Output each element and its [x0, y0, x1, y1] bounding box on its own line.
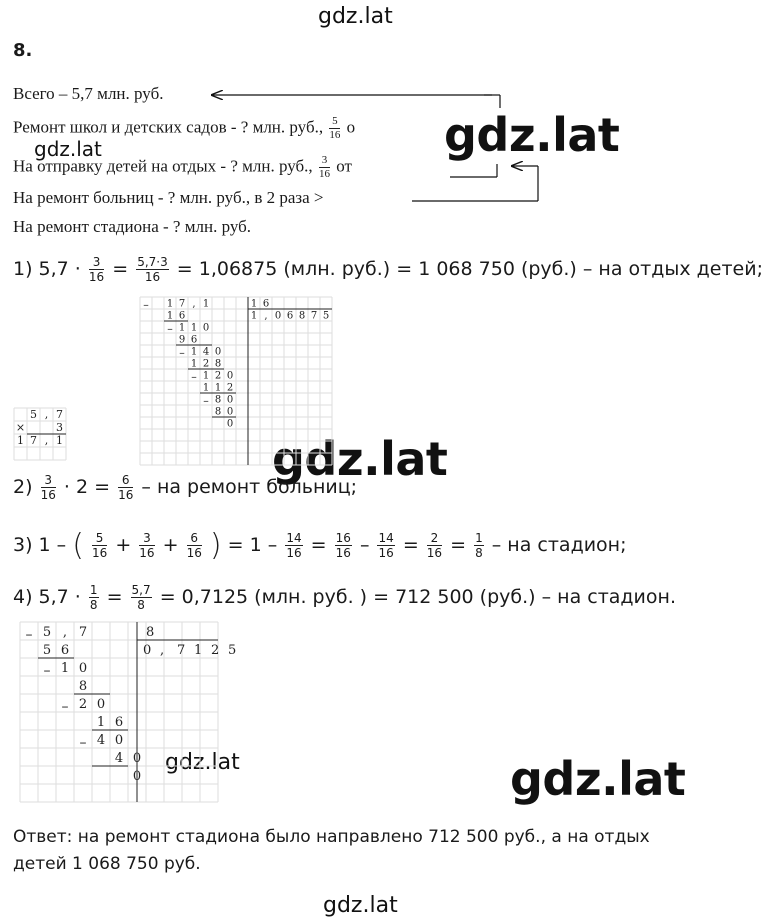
digit: 1 [178, 322, 186, 334]
digit: 0 [274, 310, 282, 322]
fraction-numerator: 3 [139, 532, 154, 546]
digit: 0 [114, 733, 124, 749]
watermark-upper-left: gdz.lat [34, 137, 102, 161]
step3-fraction-e [335, 532, 352, 559]
step3-plus-2: + [162, 534, 179, 556]
digit: 0 [226, 394, 234, 406]
fraction-numerator: 3 [319, 155, 330, 168]
solution-step-1 [13, 256, 763, 283]
watermark-upper-big: gdz.lat [444, 108, 620, 162]
fraction-denominator: 16 [318, 168, 330, 180]
step3-result: – на стадион; [491, 534, 627, 556]
condition-schools-text: Ремонт школ и детских садов - ? млн. руб., [13, 117, 324, 137]
arrow-to-total [212, 95, 500, 108]
division-grid-2 [20, 622, 237, 802]
digit: 1 [96, 715, 106, 731]
digit: 9 [178, 334, 186, 346]
step3-minus: – [359, 534, 370, 556]
digit: 2 [214, 370, 222, 382]
condition-arrows [0, 0, 720, 260]
digit: 0 [226, 406, 234, 418]
watermark-lower-big: gdz.lat [510, 752, 686, 806]
digit: 1 [190, 346, 198, 358]
solution-step-3 [13, 528, 627, 563]
digit: 8 [298, 310, 306, 322]
step3-fraction-c [187, 532, 202, 559]
digit: 1 [190, 358, 198, 370]
digit: 0 [226, 370, 234, 382]
step1-result: = 1,06875 (млн. руб.) = 1 068 750 (руб.) – на отдых детей; [176, 258, 763, 280]
digit: 7 [30, 434, 37, 448]
digit: 3 [56, 421, 63, 435]
digit: 5 [30, 408, 37, 422]
condition-rest-text: На отправку детей на отдых - ? млн. руб., [13, 156, 313, 176]
digit: , [44, 408, 49, 422]
digit: 7 [78, 625, 88, 641]
quotient-digit: 1 [194, 643, 203, 659]
digit: 5 [42, 625, 52, 641]
digit: 0 [202, 322, 210, 334]
step2-times: · 2 = [63, 476, 111, 498]
arrow-to-rest [450, 164, 497, 177]
digit: 4 [114, 751, 124, 767]
answer-line-1: Ответ: на ремонт стадиона было направлено 712 500 руб., а на отдых [13, 827, 650, 847]
step4-equals: = [106, 586, 123, 608]
times-sign: × [15, 421, 26, 435]
step4-fraction-a [89, 584, 99, 611]
digit: 8 [214, 358, 222, 370]
answer-line-2: детей 1 068 750 руб. [13, 854, 201, 874]
fraction-numerator: 6 [118, 474, 133, 488]
step4-result: = 0,7125 (млн. руб. ) = 712 500 (руб.) – на стадион. [159, 586, 676, 608]
minus-sign: – [179, 346, 185, 360]
condition-rest-suffix: от [336, 156, 352, 176]
digit: 4 [202, 346, 210, 358]
fraction-denominator: 8 [137, 598, 145, 612]
digit: 2 [202, 358, 210, 370]
condition-total: Всего – 5,7 млн. руб. [13, 84, 164, 103]
fraction-numerator: 2 [427, 532, 442, 546]
step3-fraction-h [474, 532, 484, 559]
division-grid-1 [140, 297, 340, 465]
step2-fraction-a [41, 474, 56, 501]
step3-right-paren: ) [209, 528, 222, 563]
digit: 0 [226, 418, 234, 430]
digit: 7 [310, 310, 318, 322]
fraction-denominator: 16 [91, 546, 108, 560]
quotient-digit: 5 [228, 643, 237, 659]
digit: 6 [190, 334, 198, 346]
fraction-numerator: 1 [475, 531, 483, 545]
fraction-numerator: 3 [89, 256, 104, 270]
digit: 0 [132, 751, 142, 767]
fraction-denominator: 8 [89, 598, 98, 612]
fraction-numerator: 5,7 [131, 583, 151, 597]
digit: 6 [262, 298, 270, 310]
watermark-top: gdz.lat [318, 4, 393, 29]
digit: 6 [60, 643, 70, 659]
minus-sign: – [61, 699, 69, 716]
step3-left-paren: ( [72, 528, 84, 563]
fraction-denominator: 16 [329, 129, 341, 141]
step3-label: 3) 1 – [13, 534, 67, 556]
digit: 0 [132, 769, 142, 785]
digit: 6 [286, 310, 294, 322]
fraction-denominator: 8 [475, 546, 483, 560]
digit: , [62, 625, 68, 641]
step3-equals-4: = [450, 534, 467, 556]
step2-label: 2) [13, 476, 33, 498]
step1-label: 1) 5,7 · [13, 258, 81, 280]
fraction-denominator: 16 [88, 270, 105, 284]
fraction-denominator: 16 [186, 546, 202, 560]
digit: 1 [202, 382, 210, 394]
step3-equals-2: = [310, 534, 327, 556]
quotient-digit: , [160, 643, 165, 659]
digit: 1 [214, 382, 222, 394]
step2-fraction-b [118, 474, 133, 501]
step1-fraction-a [89, 256, 104, 283]
fraction-denominator: 16 [144, 270, 161, 284]
digit: 6 [114, 715, 124, 731]
fraction-denominator: 16 [118, 488, 134, 502]
fraction-numerator: 14 [286, 531, 302, 545]
digit: , [264, 310, 268, 322]
step4-label: 4) 5,7 · [13, 586, 81, 608]
digit: 1 [60, 661, 70, 677]
digit: 0 [78, 661, 88, 677]
step3-fraction-b [139, 532, 154, 559]
digit: 7 [56, 408, 63, 422]
fraction-numerator: 5 [92, 532, 107, 546]
step3-fraction-d [285, 532, 302, 559]
digit: 1 [250, 298, 258, 310]
condition-stadium: На ремонт стадиона - ? млн. руб. [13, 217, 252, 236]
divisor-digit: 8 [146, 625, 155, 641]
fraction-numerator: 16 [335, 531, 351, 545]
step3-plus-1: + [115, 534, 132, 556]
fraction-numerator: 3 [41, 474, 56, 488]
digit: 8 [214, 406, 222, 418]
fraction-denominator: 16 [40, 488, 56, 502]
step1-equals: = [112, 258, 129, 280]
digit: 1 [190, 322, 198, 334]
digit: 7 [178, 298, 186, 310]
task-number: 8. [13, 40, 33, 61]
minus-sign: – [25, 627, 33, 644]
digit: 0 [214, 346, 222, 358]
condition-hospitals: На ремонт больниц - ? млн. руб., в 2 раза > [13, 188, 324, 207]
digit: 4 [96, 733, 106, 749]
fraction-numerator: 6 [187, 532, 202, 546]
solution-step-2 [13, 474, 357, 501]
digit: 6 [178, 310, 186, 322]
step3-equals-1: = 1 – [227, 534, 278, 556]
minus-sign: – [79, 735, 87, 752]
fraction-denominator: 16 [139, 546, 155, 560]
digit: 1 [56, 434, 63, 448]
quotient-digit: 0 [143, 643, 152, 659]
minus-sign: – [167, 322, 173, 336]
quotient-digit: 2 [211, 643, 220, 659]
minus-sign: – [143, 298, 149, 312]
digit: , [44, 434, 49, 448]
fraction-numerator: 5,7·3 [137, 255, 168, 269]
quotient-digit: 7 [177, 643, 186, 659]
fraction-denominator: 16 [426, 546, 443, 560]
solution-step-4 [13, 584, 676, 611]
step3-fraction-a [92, 532, 107, 559]
digit: 1 [166, 298, 174, 310]
step3-fraction-g [427, 532, 442, 559]
condition-schools-suffix: о [346, 117, 356, 137]
fraction-numerator: 1 [89, 583, 98, 597]
fraction-numerator: 5 [329, 116, 340, 129]
watermark-lower-small: gdz.lat [165, 750, 240, 775]
digit: 1 [166, 310, 174, 322]
digit: 2 [226, 382, 234, 394]
digit: 1 [17, 434, 24, 448]
digit: 5 [322, 310, 330, 322]
step3-fraction-f [377, 532, 394, 559]
minus-sign: – [191, 370, 197, 384]
digit: 1 [202, 298, 210, 310]
watermark-bottom: gdz.lat [323, 893, 398, 918]
multiplication-grid [14, 408, 76, 468]
watermark-middle-big: gdz.lat [272, 432, 448, 486]
digit: , [192, 298, 196, 310]
minus-sign: – [43, 663, 51, 680]
minus-sign: – [203, 394, 209, 408]
digit: 1 [202, 370, 210, 382]
digit: 2 [78, 697, 88, 713]
step4-fraction-b [131, 584, 152, 611]
digit: 5 [42, 643, 52, 659]
step1-fraction-b [136, 256, 169, 283]
fraction-denominator: 16 [335, 546, 351, 560]
digit: 1 [250, 310, 258, 322]
digit: 8 [214, 394, 222, 406]
digit: 8 [78, 679, 88, 695]
fraction-denominator: 16 [286, 546, 302, 560]
arrow-hospitals [412, 166, 538, 201]
step3-equals-3: = [402, 534, 419, 556]
fraction-numerator: 14 [378, 531, 394, 545]
step2-result: – на ремонт больниц; [141, 476, 358, 498]
fraction-denominator: 16 [378, 546, 394, 560]
digit: 0 [96, 697, 106, 713]
